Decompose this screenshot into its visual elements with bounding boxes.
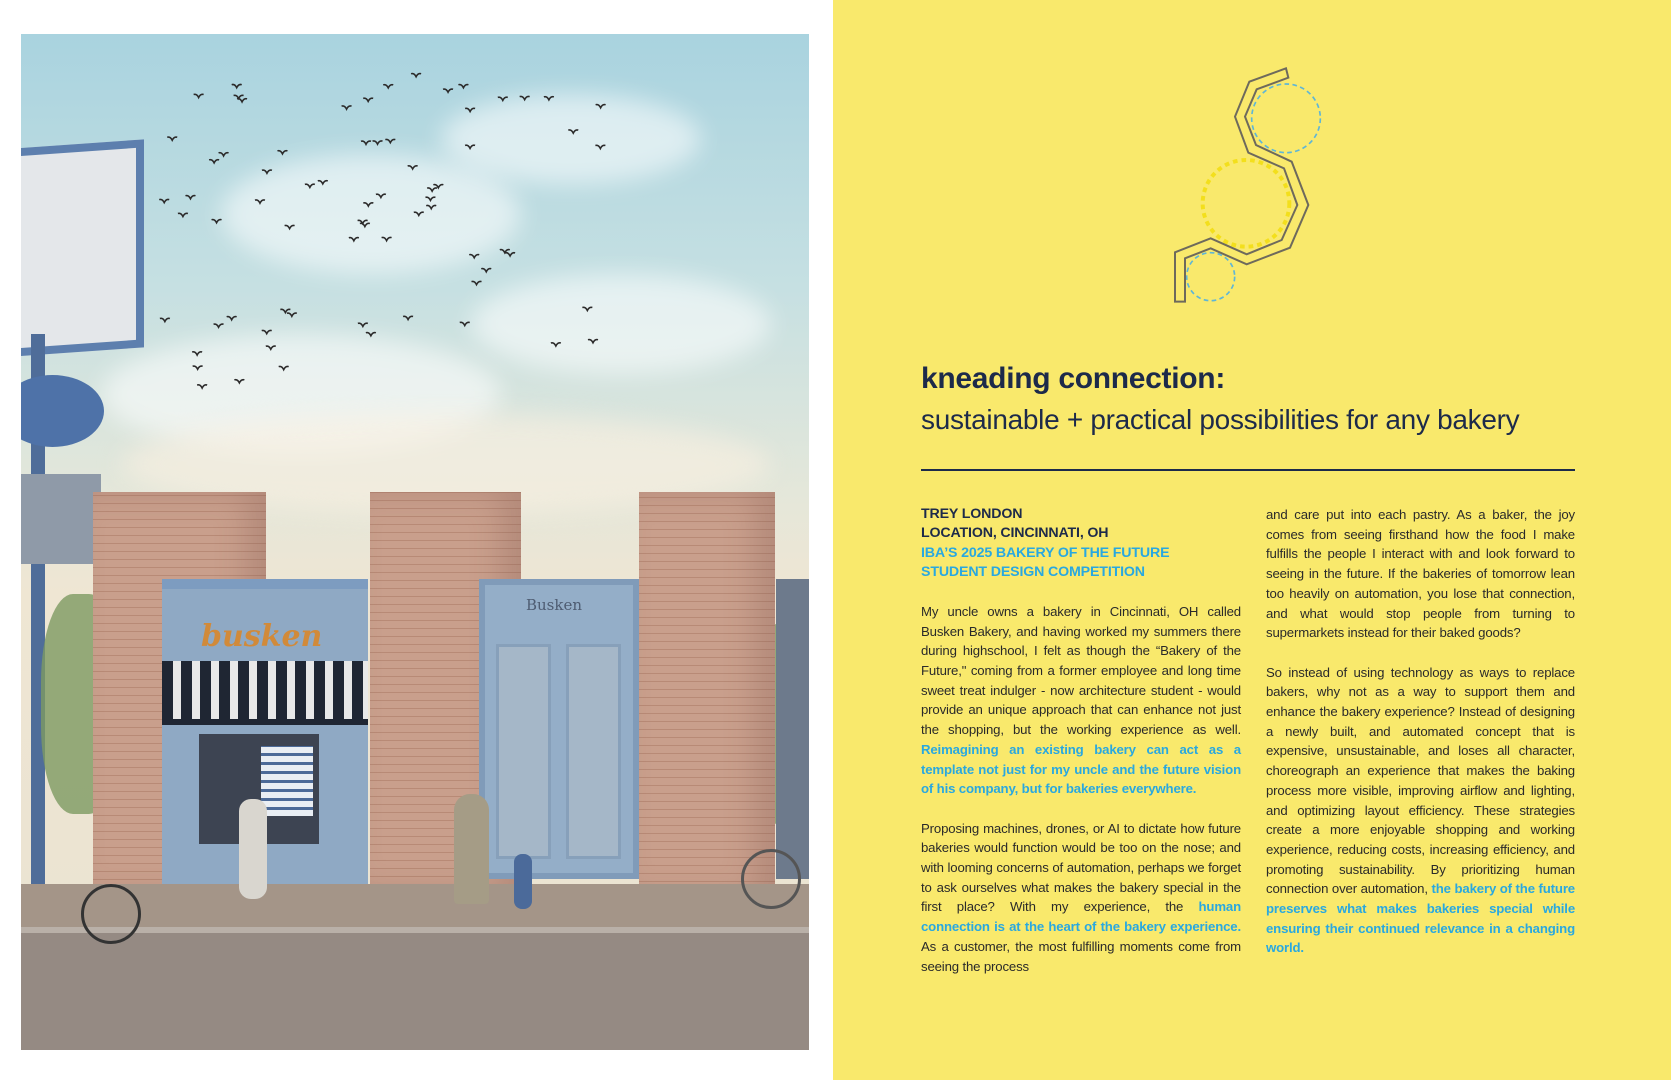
bird [255,200,265,203]
article-title: kneading connection: [921,362,1226,395]
bird [465,108,475,111]
bird [342,106,352,109]
bird [192,352,202,355]
bird [262,330,272,333]
bird [426,205,436,208]
bird [408,166,418,169]
bird [159,199,169,202]
bird [349,238,359,241]
bird [212,220,222,223]
bird [373,141,383,144]
bird [360,223,370,226]
street-sign [21,139,144,356]
bird [588,340,598,343]
column-right [1266,505,1575,978]
paragraph-text: My uncle owns a bakery in Cincinnati, OH called Busken Bakery, and having worked my summers there during highschool, I felt as though the “Bakery of the Future," coming from a former employee and long time sweet treat indulger - now architecture student - would provide an unique approach that can enhance not just the shopping, but the working experience as well. [921,603,1241,738]
road [21,927,809,1050]
paragraph-1 [921,602,1241,799]
person-customer [239,799,267,899]
bird [277,151,287,154]
bird [500,250,510,253]
bird [209,160,219,163]
bird [305,184,315,187]
paragraph-text: As a customer, the most fulfilling moments come from seeing the process [921,938,1241,974]
bird [194,94,204,97]
article-subtitle: sustainable + practical possibilities for any bakery [921,404,1520,435]
bird [358,323,368,326]
bird [520,96,530,99]
person-child [514,854,532,909]
bird [197,385,207,388]
bird [595,145,605,148]
molecule-logo-icon [1160,55,1340,315]
storefront-sign: busken [201,619,323,654]
bird [266,346,276,349]
bird [443,89,453,92]
bird [505,253,515,256]
bird [425,197,435,200]
bird [551,343,561,346]
bird [498,97,508,100]
competition-line-1: IBA’S 2025 BAKERY OF THE FUTURE [921,544,1170,561]
bird [568,130,578,133]
bird [185,196,195,199]
competition-line-2: STUDENT DESIGN COMPETITION [921,563,1145,580]
paragraph-text: Proposing machines, drones, or AI to dictate how future bakeries would function would be too on the nose; and with looming concerns of automation, perhaps we forget to ask ourselves what makes the bakery special in the first place? With my experience, the [921,820,1241,915]
paragraph-text: So instead of using technology as ways to replace bakers, why not as a way to support them and enhance the bakery experience? Instead of designing a newly built, and automated concept that is expensive, unsustainable, and loses all character, choreograph an experience that makes the baking process more visible, improving airflow and lighting, and optimizing layout efficiency. These strategies create a more enjoyable shopping and working experience, reducing costs, increasing efficiency, and promoting sustainability. By prioritizing human connection over automation, [1266,664,1575,897]
highlight-text: Reimagining an existing bakery can act as a template not just for my uncle and the future vision of his company, but for bakeries everywhere. [921,741,1241,797]
paragraph-3: and care put into each pastry. As a baker, the joy comes from seeing firsthand how the food I make fulfills the people I interact with and look forward to seeing in the future. If the bakeries of tomorrow lean too heavily on automation, you lose that connection, and what would stop people from turning to supermarkets instead for their baked goods? [1266,507,1575,641]
striped-awning [162,661,368,725]
bird [382,237,392,240]
bird [178,213,188,216]
storefront-illustration [21,34,809,1050]
door-sign: Busken [526,596,583,614]
bird [596,105,606,108]
bird [234,380,244,383]
bird [232,85,242,88]
bird [358,220,368,223]
bird [383,85,393,88]
bird [544,97,554,100]
highlight-text: the bakery of the future preserves what makes bakeries special while ensuring their continued relevance in a changing world. [1266,881,1575,956]
bird [366,333,376,336]
bird [481,269,491,272]
author-name: TREY LONDON [921,506,1023,522]
bird [167,137,177,140]
paragraph-2 [921,819,1241,977]
bird [160,318,170,321]
bird [361,141,371,144]
bike-rack [741,849,801,909]
author-location: LOCATION, CINCINNATI, OH [921,525,1109,542]
bird [582,307,592,310]
bird [363,203,373,206]
bird [414,212,424,215]
divider [921,469,1575,471]
bird [465,145,475,148]
highlight-text: human connection is at the heart of the bakery experience. [921,899,1241,935]
bird [280,309,290,312]
bird [427,188,437,191]
bird [318,181,328,184]
bird [460,322,470,325]
bird [376,194,386,197]
bird [472,281,482,284]
bird [193,366,203,369]
bird [234,95,244,98]
bird [285,225,295,228]
bird [385,139,395,142]
bird [219,153,229,156]
bird [469,255,479,258]
bird [411,74,421,77]
column-left [921,505,1241,996]
bird [363,98,373,101]
bird [227,317,237,320]
person-woman [454,794,489,904]
bird [287,313,297,316]
bird [262,170,272,173]
paragraph-4 [1266,663,1575,959]
bird [458,85,468,88]
bicycle [81,884,141,944]
bird [403,316,413,319]
bird [279,366,289,369]
bird [214,324,224,327]
